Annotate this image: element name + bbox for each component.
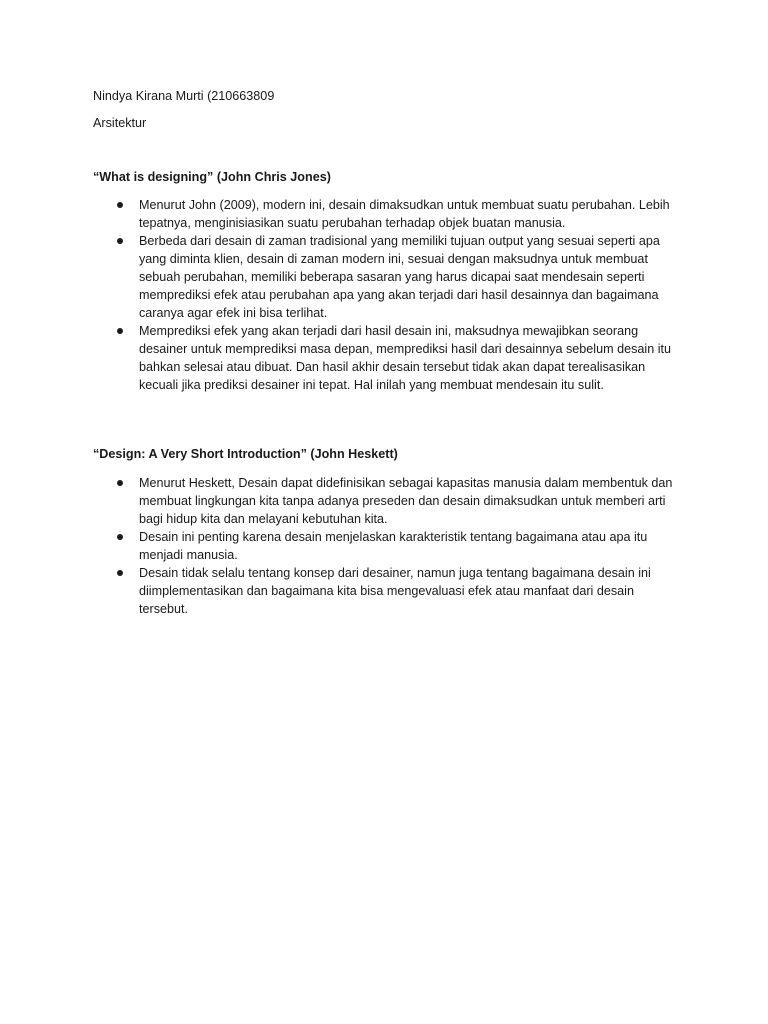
section-title-what-is-designing: “What is designing” (John Chris Jones) (93, 170, 331, 184)
subject-line: Arsitektur (93, 116, 147, 130)
section-2-bullet-list (139, 474, 684, 618)
list-item (139, 232, 684, 322)
bullet-text: Menurut Heskett, Desain dapat didefinisikan sebagai kapasitas manusia dalam membentuk dan membuat lingkungan kita tanpa adanya preseden dan desain dimaksudkan untuk memberi arti bagi hidup kita dan melayani kebutuhan kita. (139, 476, 673, 526)
bullet-text: Memprediksi efek yang akan terjadi dari hasil desain ini, maksudnya mewajibkan seorang desainer untuk memprediksi masa depan, memprediksi hasil dari desainnya sebelum desain itu bahkan selesai atau dibuat. Dan hasil akhir desain tersebut tidak akan dapat terealisasikan kecuali jika prediksi desainer ini tepat. Hal inilah yang membuat mendesain itu sulit. (139, 324, 672, 392)
list-item (139, 528, 684, 564)
bullet-dot-icon (117, 534, 123, 540)
section-1-bullet-list (139, 196, 684, 394)
bullet-dot-icon (117, 202, 123, 208)
bullet-text: Desain tidak selalu tentang konsep dari desainer, namun juga tentang bagaimana desain ini diimplementasikan dan bagaimana kita bisa mengevaluasi efek atau manfaat dari desain tersebut. (139, 566, 651, 616)
list-item (139, 322, 684, 394)
bullet-text: Berbeda dari desain di zaman tradisional yang memiliki tujuan output yang sesuai seperti apa yang diminta klien, desain di zaman modern ini, sesuai dengan maksudnya untuk membuat sebuah perubahan, memiliki beberapa sasaran yang harus dicapai saat mendesain seperti memprediksi efek atau perubahan apa yang akan terjadi dari hasil desainnya dan bagaimana caranya agar efek ini bisa terlihat. (139, 234, 660, 320)
list-item (139, 564, 684, 618)
bullet-text: Menurut John (2009), modern ini, desain dimaksudkan untuk membuat suatu perubahan. Lebih tepatnya, menginisiasikan suatu perubahan terhadap objek buatan manusia. (139, 198, 670, 230)
bullet-dot-icon (117, 328, 123, 334)
list-item (139, 474, 684, 528)
bullet-text: Desain ini penting karena desain menjelaskan karakteristik tentang bagaimana atau apa itu menjadi manusia. (139, 530, 648, 562)
section-title-design-short-introduction: “Design: A Very Short Introduction” (John Heskett) (93, 447, 398, 461)
list-item (139, 196, 684, 232)
bullet-dot-icon (117, 480, 123, 486)
bullet-dot-icon (117, 570, 123, 576)
author-line: Nindya Kirana Murti (210663809 (93, 89, 275, 103)
bullet-dot-icon (117, 238, 123, 244)
